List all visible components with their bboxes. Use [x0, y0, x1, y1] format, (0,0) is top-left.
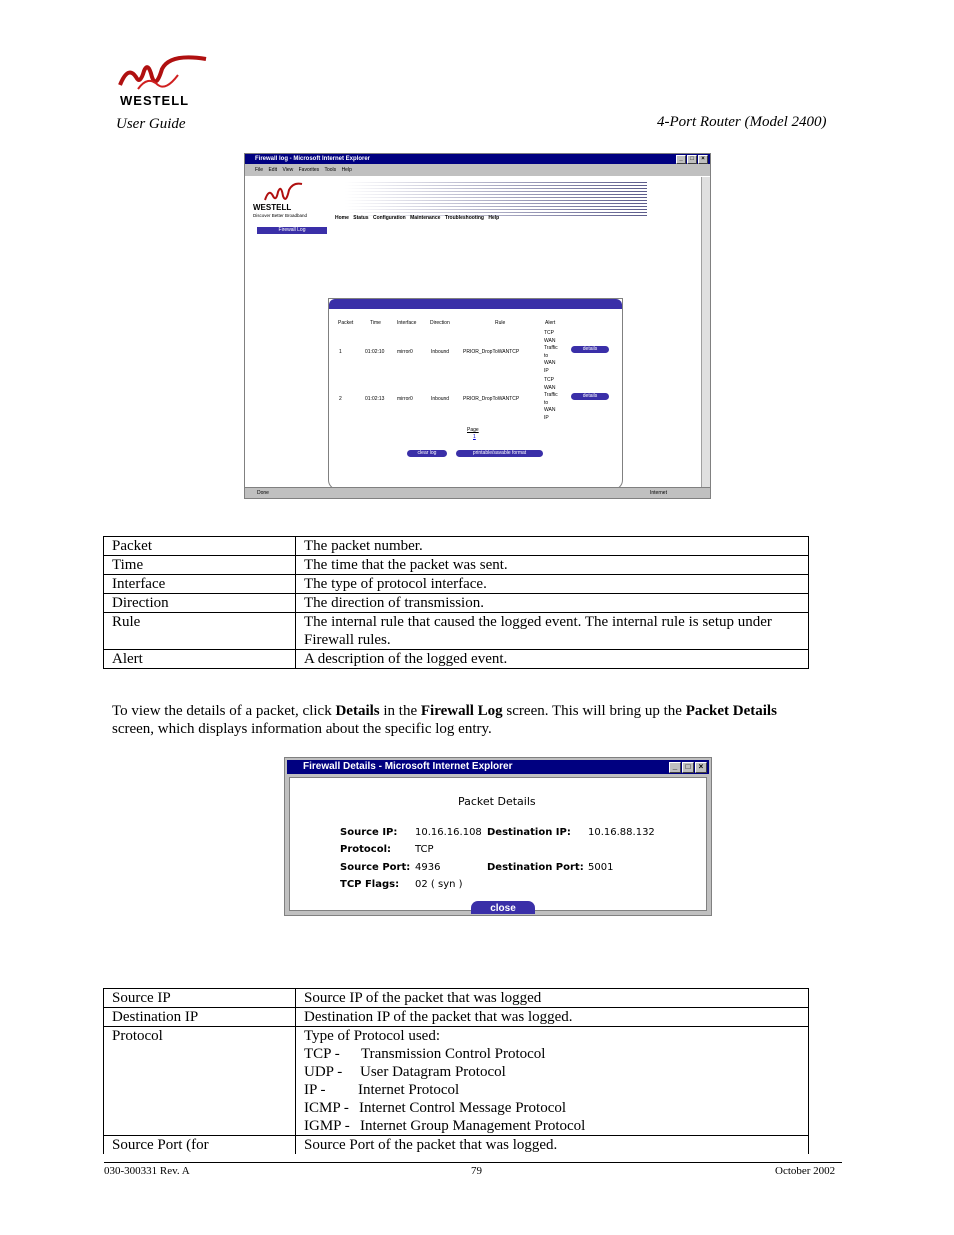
page-label: Page: [467, 427, 479, 433]
row1-alert: TCP WAN Traffic to WAN IP: [544, 330, 558, 374]
col-rule: Rule: [495, 320, 506, 326]
menu-edit[interactable]: Edit: [268, 167, 278, 173]
nav-bar: [335, 215, 499, 221]
menu-tools[interactable]: Tools: [324, 167, 337, 173]
row2-packet: 2: [339, 396, 342, 402]
protocol-item: TCP - Transmission Control Protocol: [304, 1046, 546, 1062]
banner-decoration: [345, 182, 647, 216]
dest-port-label: Destination Port:: [487, 862, 584, 873]
row2-alert: TCP WAN Traffic to WAN IP: [544, 377, 558, 421]
header-right: 4-Port Router (Model 2400): [657, 114, 827, 130]
row2-rule: PRIOR_DropToWANTCP: [463, 396, 520, 402]
status-done: Done: [257, 490, 269, 496]
window-title: Firewall Details - Microsoft Internet Explorer: [303, 761, 513, 772]
protocol-item: IP - Internet Protocol: [304, 1082, 460, 1098]
source-port-label: Source Port:: [340, 862, 411, 873]
source-port-value: 4936: [415, 862, 441, 873]
table-row: Protocol Type of Protocol used: TCP - Transmission Control Protocol UDP - User Datagram Protocol IP - Internet Protocol ICMP - Internet Control Message Protocol IGMP - Internet Group Management Protocol: [104, 1027, 809, 1136]
table-row: Rule The internal rule that caused the logged event. The internal rule is setup under Firewall rules.: [104, 613, 809, 650]
table-row: Source Port (for Source Port of the packet that was logged.: [104, 1136, 809, 1155]
vertical-scrollbar[interactable]: [701, 177, 710, 488]
menu-help[interactable]: Help: [341, 167, 352, 173]
log-panel-header: [329, 299, 622, 309]
window-title: Firewall log - Microsoft Internet Explorer: [255, 156, 371, 162]
menu-file[interactable]: File: [255, 167, 264, 173]
row1-interface: mirror0: [397, 349, 413, 355]
packet-details-screenshot: [284, 757, 712, 916]
nav-help[interactable]: Help: [488, 215, 500, 221]
row1-details-button[interactable]: details: [571, 346, 609, 353]
details-content: [289, 777, 707, 914]
maximize-icon[interactable]: □: [687, 155, 697, 164]
col-interface: Interface: [397, 320, 417, 326]
firewall-log-screenshot: [244, 153, 711, 499]
source-ip-label: Source IP:: [340, 827, 398, 838]
nav-troubleshooting[interactable]: Troubleshooting: [444, 215, 484, 221]
row1-rule: PRIOR_DropToWANTCP: [463, 349, 520, 355]
dest-port-value: 5001: [588, 862, 614, 873]
nav-configuration[interactable]: Configuration: [372, 215, 406, 221]
footer-right: October 2002: [775, 1165, 836, 1177]
instruction-paragraph: To view the details of a packet, click Details in the Firewall Log screen. This will bring up the Packet Details screen, which displays information about the specific log entry.: [112, 703, 777, 737]
menu-bar: [245, 164, 710, 176]
page-link[interactable]: 1: [473, 434, 476, 440]
row2-direction: Inbound: [431, 396, 450, 402]
clear-log-button[interactable]: clear log: [407, 450, 447, 457]
row1-direction: Inbound: [431, 349, 450, 355]
close-button[interactable]: close: [471, 901, 535, 914]
menu-view[interactable]: View: [282, 167, 294, 173]
dest-ip-label: Destination IP:: [487, 827, 571, 838]
table-row: Destination IP Destination IP of the packet that was logged.: [104, 1008, 809, 1027]
protocol-item: IGMP - Internet Group Management Protocol: [304, 1118, 586, 1134]
nav-home[interactable]: Home: [335, 215, 349, 221]
protocol-label: Protocol:: [340, 844, 392, 855]
protocol-item: ICMP - Internet Control Message Protocol: [304, 1100, 567, 1116]
protocol-value: TCP: [415, 844, 434, 855]
log-panel: [328, 298, 623, 490]
menu-favorites[interactable]: Favorites: [298, 167, 320, 173]
table-row: Direction The direction of transmission.: [104, 594, 809, 613]
nav-maintenance[interactable]: Maintenance: [410, 215, 441, 221]
status-zone: Internet: [650, 490, 667, 496]
table-row: Source IP Source IP of the packet that was logged: [104, 989, 809, 1008]
row1-time: 01:02:10: [365, 349, 385, 355]
app-tagline: Discover Better Broadband: [253, 213, 308, 218]
table-row: Time The time that the packet was sent.: [104, 556, 809, 575]
app-logo-text: WESTELL: [253, 203, 292, 212]
status-bar: [245, 487, 710, 498]
window-titlebar: [287, 760, 709, 774]
footer-divider: [104, 1162, 842, 1163]
minimize-icon[interactable]: _: [676, 155, 686, 164]
table-row: Alert A description of the logged event.: [104, 650, 809, 669]
westell-logo-icon: [263, 182, 303, 204]
row1-packet: 1: [339, 349, 342, 355]
footer-left: 030-300331 Rev. A: [104, 1165, 190, 1177]
minimize-icon[interactable]: _: [669, 762, 681, 773]
page-number: 79: [471, 1165, 482, 1177]
packet-fields-table: [103, 988, 809, 1154]
dest-ip-value: 10.16.88.132: [588, 827, 655, 838]
close-icon[interactable]: ×: [698, 155, 708, 164]
header-left: User Guide: [116, 116, 186, 132]
row2-details-button[interactable]: details: [571, 393, 609, 400]
printable-format-button[interactable]: printable/savable format: [456, 450, 543, 457]
col-time: Time: [370, 320, 381, 326]
tcp-flags-label: TCP Flags:: [340, 879, 400, 890]
tcp-flags-value: 02 ( syn ): [415, 879, 463, 890]
row2-time: 01:02:13: [365, 396, 385, 402]
maximize-icon[interactable]: □: [682, 762, 694, 773]
col-packet: Packet: [338, 320, 354, 326]
firewall-log-tab[interactable]: Firewall Log: [257, 227, 327, 234]
westell-logo-icon: [118, 55, 208, 95]
details-heading: Packet Details: [458, 795, 536, 808]
window-titlebar: [245, 154, 710, 164]
table-row: Packet The packet number.: [104, 537, 809, 556]
close-icon[interactable]: ×: [695, 762, 707, 773]
col-alert: Alert: [545, 320, 556, 326]
nav-status[interactable]: Status: [353, 215, 369, 221]
col-direction: Direction: [430, 320, 450, 326]
protocol-item: UDP - User Datagram Protocol: [304, 1064, 506, 1080]
logo-text: WESTELL: [120, 93, 190, 108]
source-ip-value: 10.16.16.108: [415, 827, 482, 838]
table-row: Interface The type of protocol interface.: [104, 575, 809, 594]
row2-interface: mirror0: [397, 396, 413, 402]
fields-table: [103, 536, 809, 669]
